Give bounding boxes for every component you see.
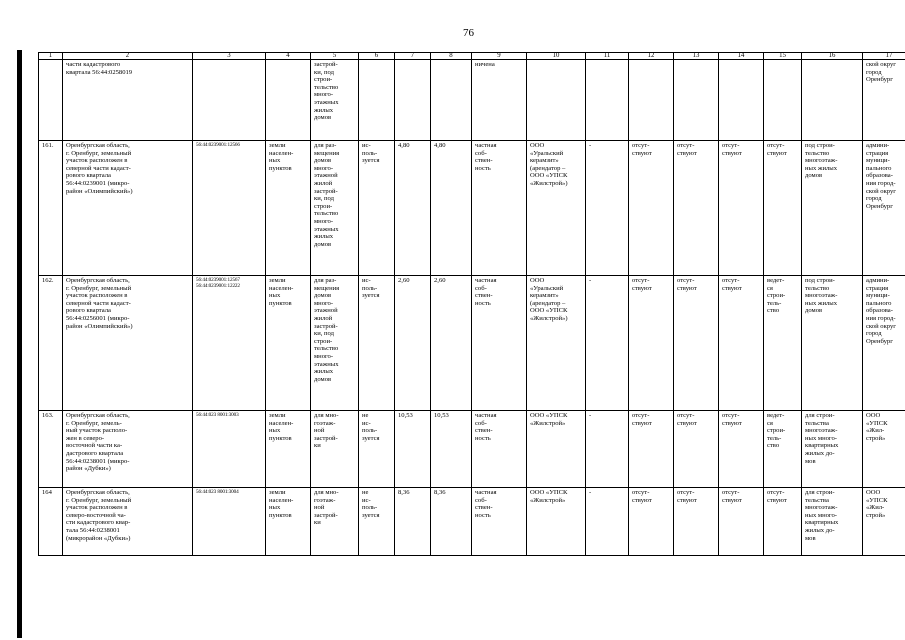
- encumbrance-cell: [586, 60, 629, 141]
- table-row: [39, 276, 905, 411]
- proposed-use-cell: под строи- тельство многоэтаж- ных жилых домов: [802, 276, 863, 411]
- cadastral-number-cell: 56:44:023 8001:3003: [193, 411, 266, 488]
- header-cell: 3: [193, 53, 266, 60]
- proposed-use-cell: для строи- тельства многоэтаж- ных много- квартирных жилых до- мов: [802, 488, 863, 556]
- row-number-cell: [39, 60, 63, 141]
- area-free-cell: 4,80: [431, 141, 472, 276]
- land-category-cell: земли населен- ных пунктов: [266, 276, 311, 411]
- usage-status-cell: [359, 60, 395, 141]
- transport-access-cell: отсут- ствуют: [674, 488, 719, 556]
- construction-status-cell: отсут- ствуют: [764, 488, 802, 556]
- cadastral-number-cell: [193, 60, 266, 141]
- contact-cell: админи- страция муници- пального образова- ния город- ской округ город Оренбург: [863, 141, 905, 276]
- address-cell: Оренбургская область, г. Оренбург, земельный участок расположен в северной части кадаст- рового квартала 56:44:0239001 (микро- район «Олимпийский»): [63, 141, 193, 276]
- restrictions-cell: отсут- ствуют: [719, 141, 764, 276]
- engineering-networks-cell: отсут- ствуют: [629, 276, 674, 411]
- restrictions-cell: отсут- ствуют: [719, 276, 764, 411]
- owner-cell: ООО «УПСК «Жилстрой»: [527, 411, 586, 488]
- header-cell: 5: [311, 53, 359, 60]
- header-cell: 14: [719, 53, 764, 60]
- address-cell: Оренбургская область, г. Оренбург, земель- ный участок располо- жен в северо- восточной части ка- дастрового квартала 56:44:0238001 (микро- район «Дубки»): [63, 411, 193, 488]
- restrictions-cell: [719, 60, 764, 141]
- header-cell: 12: [629, 53, 674, 60]
- table-row: [39, 141, 905, 276]
- table-row: [39, 488, 905, 556]
- usage-status-cell: ис- поль- зуется: [359, 276, 395, 411]
- contact-cell: ООО «УПСК «Жил- строй»: [863, 411, 905, 488]
- cadastral-number-cell: 56:44:0239001:12567 56:44:0239001:12222: [193, 276, 266, 411]
- area-total-cell: 10,53: [395, 411, 431, 488]
- transport-access-cell: отсут- ствуют: [674, 141, 719, 276]
- encumbrance-cell: -: [586, 141, 629, 276]
- column-number-row: [39, 53, 905, 60]
- proposed-use-cell: для строи- тельства многоэтаж- ных много- квартирных жилых до- мов: [802, 411, 863, 488]
- address-cell: Оренбургская область, г. Оренбург, земельный участок расположен в северо-восточной ча- сти кадастрового квар- тала 56:44:0238001 (микрорайон «Дубки»): [63, 488, 193, 556]
- land-plots-table: [38, 52, 905, 556]
- permitted-use-cell: для мно- гоэтаж- ной застрой- ки: [311, 411, 359, 488]
- construction-status-cell: ведет- ся строи- тель- ство: [764, 276, 802, 411]
- page-number: 76: [463, 27, 474, 39]
- address-cell: Оренбургская область, г. Оренбург, земельный участок расположен в северной части кадаст- рового квартала 56:44:0256001 (микро- район «Олимпийский»): [63, 276, 193, 411]
- permitted-use-cell: для мно- гоэтаж- ной застрой- ки: [311, 488, 359, 556]
- header-cell: 17: [863, 53, 905, 60]
- header-cell: 9: [472, 53, 527, 60]
- restrictions-cell: отсут- ствуют: [719, 411, 764, 488]
- ownership-form-cell: частная соб- ствен- ность: [472, 411, 527, 488]
- row-number-cell: 161.: [39, 141, 63, 276]
- ownership-form-cell: ничена: [472, 60, 527, 141]
- area-total-cell: [395, 60, 431, 141]
- area-total-cell: 2,60: [395, 276, 431, 411]
- proposed-use-cell: под строи- тельство многоэтаж- ных жилых домов: [802, 141, 863, 276]
- land-category-cell: земли населен- ных пунктов: [266, 411, 311, 488]
- header-cell: 8: [431, 53, 472, 60]
- owner-cell: ООО «Уральский керамзит» (арендатор – ООО «УПСК «Жилстрой»): [527, 141, 586, 276]
- header-cell: 13: [674, 53, 719, 60]
- encumbrance-cell: -: [586, 276, 629, 411]
- header-cell: 4: [266, 53, 311, 60]
- left-margin-bar: [17, 50, 22, 638]
- header-cell: 10: [527, 53, 586, 60]
- ownership-form-cell: частная соб- ствен- ность: [472, 276, 527, 411]
- land-category-cell: земли населен- ных пунктов: [266, 488, 311, 556]
- ownership-form-cell: частная соб- ствен- ность: [472, 488, 527, 556]
- permitted-use-cell: застрой- ки, под строи- тельство много- этажных жилых домов: [311, 60, 359, 141]
- usage-status-cell: ис- поль- зуется: [359, 141, 395, 276]
- header-cell: 6: [359, 53, 395, 60]
- area-free-cell: 2,60: [431, 276, 472, 411]
- owner-cell: [527, 60, 586, 141]
- transport-access-cell: [674, 60, 719, 141]
- usage-status-cell: не ис- поль- зуется: [359, 488, 395, 556]
- area-total-cell: 8,36: [395, 488, 431, 556]
- table-row: [39, 411, 905, 488]
- row-number-cell: 162.: [39, 276, 63, 411]
- contact-cell: админи- страция муници- пального образова- ния город- ской округ город Оренбург: [863, 276, 905, 411]
- owner-cell: ООО «УПСК «Жилстрой»: [527, 488, 586, 556]
- contact-cell: ской округ город Оренбург: [863, 60, 905, 141]
- header-cell: 1: [39, 53, 63, 60]
- table-row: [39, 60, 905, 141]
- header-cell: 2: [63, 53, 193, 60]
- engineering-networks-cell: отсут- ствуют: [629, 488, 674, 556]
- header-cell: 16: [802, 53, 863, 60]
- row-number-cell: 164: [39, 488, 63, 556]
- area-free-cell: [431, 60, 472, 141]
- engineering-networks-cell: [629, 60, 674, 141]
- engineering-networks-cell: отсут- ствуют: [629, 141, 674, 276]
- encumbrance-cell: -: [586, 411, 629, 488]
- area-free-cell: 8,36: [431, 488, 472, 556]
- cadastral-number-cell: 56:44:023 8001:3004: [193, 488, 266, 556]
- transport-access-cell: отсут- ствуют: [674, 411, 719, 488]
- row-number-cell: 163.: [39, 411, 63, 488]
- permitted-use-cell: для раз- мещения домов много- этажной жилой застрой- ки, под строи- тельство много- этажных жилых домов: [311, 276, 359, 411]
- construction-status-cell: ведет- ся строи- тель- ство: [764, 411, 802, 488]
- permitted-use-cell: для раз- мещения домов много- этажной жилой застрой- ки, под строи- тельство много- этажных жилых домов: [311, 141, 359, 276]
- land-category-cell: земли населен- ных пунктов: [266, 141, 311, 276]
- ownership-form-cell: частная соб- ствен- ность: [472, 141, 527, 276]
- proposed-use-cell: [802, 60, 863, 141]
- area-free-cell: 10,53: [431, 411, 472, 488]
- header-cell: 15: [764, 53, 802, 60]
- owner-cell: ООО «Уральский керамзит» (арендатор – ООО «УПСК «Жилстрой»): [527, 276, 586, 411]
- header-cell: 7: [395, 53, 431, 60]
- land-category-cell: [266, 60, 311, 141]
- transport-access-cell: отсут- ствуют: [674, 276, 719, 411]
- usage-status-cell: не ис- поль- зуется: [359, 411, 395, 488]
- engineering-networks-cell: отсут- ствуют: [629, 411, 674, 488]
- area-total-cell: 4,80: [395, 141, 431, 276]
- construction-status-cell: [764, 60, 802, 141]
- encumbrance-cell: -: [586, 488, 629, 556]
- cadastral-number-cell: 56:44:0239001:12566: [193, 141, 266, 276]
- address-cell: части кадастрового квартала 56:44:0258019: [63, 60, 193, 141]
- restrictions-cell: отсут- ствуют: [719, 488, 764, 556]
- header-cell: 11: [586, 53, 629, 60]
- contact-cell: ООО «УПСК «Жил- строй»: [863, 488, 905, 556]
- construction-status-cell: отсут- ствуют: [764, 141, 802, 276]
